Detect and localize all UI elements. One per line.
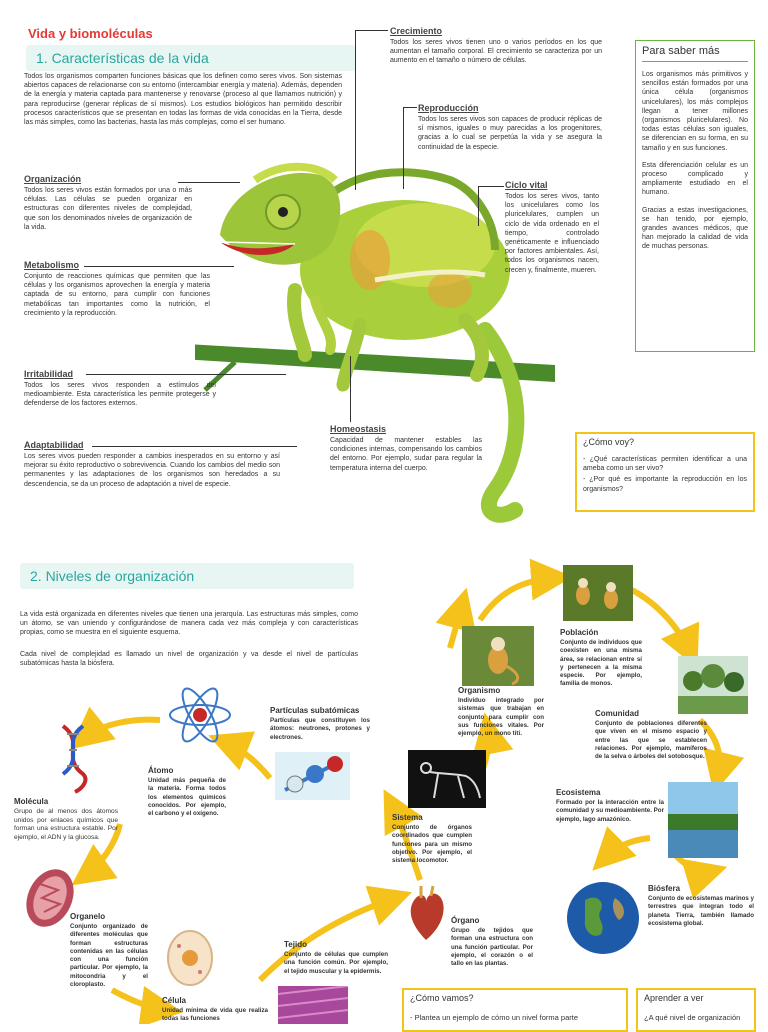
level-organismo-title: Organismo <box>458 686 501 695</box>
para-saber-mas-p3: Gracias a estas investigaciones, se han tenido, por ejemplo, grandes avances médicos, que han mejorado la calidad de vida de muchas personas. <box>642 206 748 251</box>
level-ecosistema-text: Formado por la interacción entre la comunidad y su medioambiente. Por ejemplo, lago amazónico. <box>556 799 664 823</box>
page-title: Vida y biomoléculas <box>28 26 153 41</box>
feature-reproduccion-title: Reproducción <box>418 103 479 113</box>
level-organelo-title: Organelo <box>70 912 106 921</box>
para-saber-mas-box <box>635 40 755 352</box>
level-molecula-text: Grupo de al menos dos átomos unidos por enlaces químicos que forman una estructura estable. Por ejemplo, el ADN y la glucosa. <box>14 808 118 841</box>
feature-adaptabilidad-title: Adaptabilidad <box>24 440 84 450</box>
feature-ciclo-vital-title: Ciclo vital <box>505 180 548 190</box>
monkey-image <box>462 626 534 686</box>
section2-p1: La vida está organizada en diferentes niveles que tienen una jerarquía. Las estructuras más simples, como un átomo, se van uniendo y configurándose de manera cada vez más compleja y con características propias, como se muestra en el siguiente esquema. <box>20 611 358 637</box>
population-image <box>563 565 633 621</box>
feature-reproduccion-text: Todos los seres vivos son capaces de producir réplicas de sí mismos, iguales o muy parecidas a los progenitores, gracias a lo cual se perpetúa la vida y se asegura la continuidad de la especie. <box>418 116 602 151</box>
feature-homeostasis-title: Homeostasis <box>330 424 387 434</box>
como-vamos-title: ¿Cómo vamos? <box>410 993 474 1003</box>
ecosystem-image <box>668 782 738 858</box>
feature-irritabilidad-text: Todos los seres vivos responden a estímulos del medioambiente. Esta característica les permite protegerse y defenderse de los factores externos. <box>24 382 216 408</box>
section2-p2: Cada nivel de complejidad es llamado un nivel de organización y va desde el nivel de partículas subatómicas hasta la biósfera. <box>20 651 358 668</box>
feature-metabolismo-text: Conjunto de reacciones químicas que permiten que las células y los organismos aprovechen la energía y materia captada de su entorno, para cumplir con funciones metabólicas tan importantes como la nutrición, el crecimiento y la reproducción. <box>24 273 210 317</box>
community-image <box>678 656 748 714</box>
section1-title: 1. Características de la vida <box>26 45 356 71</box>
level-particulas-title: Partículas subatómicas <box>270 706 360 715</box>
como-vamos-box <box>402 988 628 1032</box>
para-saber-mas-title: Para saber más <box>642 45 748 62</box>
como-voy-box <box>575 432 755 512</box>
level-celula-text: Unidad mínima de vida que realiza todas las funciones <box>162 1007 268 1023</box>
aprender-a-ver-box <box>636 988 756 1032</box>
section1-intro: Todos los organismos comparten funciones básicas que los definen como seres vivos. Son sistemas abiertos capaces de relacionarse con su entorno (intercambiar energía y materia). Además, dependen de la energía y materia captada para mantenerse y renovarse (proceso al que llamamos nutrición) y para reproducirse (generar réplicas de sí mismos). Los estudios biológicos han permitido describir procesos característicos que se presentan en todas las formas de vida conocidas en la Tierra, desde las más simples, como las bacterias, hasta las más complejas, como el ser humano. <box>24 73 342 127</box>
atom-image <box>165 686 235 744</box>
feature-irritabilidad-title: Irritabilidad <box>24 369 74 379</box>
level-atomo-text: Unidad más pequeña de la materia. Forma todos los elementos químicos conocidos. Por ejemplo, el carbono y el oxígeno. <box>148 777 226 818</box>
level-sistema-title: Sistema <box>392 813 423 822</box>
organelle-image <box>20 864 80 932</box>
feature-crecimiento-title: Crecimiento <box>390 26 443 36</box>
section2-title: 2. Niveles de organización <box>20 563 354 589</box>
level-comunidad-text: Conjunto de poblaciones diferentes que viven en el mismo espacio y entre las que se establecen relaciones. Por ejemplo, mamíferos de la selva o árboles del sotobosque. <box>595 720 707 761</box>
level-molecula-title: Molécula <box>14 797 49 806</box>
tissue-image <box>278 986 348 1024</box>
como-voy-q1: - ¿Qué características permiten identificar a una ameba como un ser vivo? <box>583 456 747 473</box>
skeleton-image <box>408 750 486 808</box>
heart-image <box>405 884 447 944</box>
feature-organizacion-title: Organización <box>24 174 82 184</box>
aprender-a-ver-title: Aprender a ver <box>644 993 704 1003</box>
para-saber-mas-p2: Esta diferenciación celular es un proceso complicado y ampliamente estudiado en el humano. <box>642 161 748 197</box>
feature-crecimiento-text: Todos los seres vivos tienen uno o varios períodos en los que aumentan el tamaño corporal. El crecimiento se caracteriza por un aumento en el tamaño o número de células. <box>390 39 602 65</box>
feature-ciclo-vital-text: Todos los seres vivos, tanto los unicelulares como los pluricelulares, cumplen un ciclo de vida ordenado en el tiempo, controlado genéticamente e influenciado por factores ambientales. Así, todos los organismos nacen, crecen y, finalmente, mueren. <box>505 193 599 274</box>
level-biosfera-text: Conjunto de ecosistemas marinos y terrestres que integran todo el planeta Tierra, también llamado ecosistema global. <box>648 895 754 927</box>
como-vamos-q1: - Plantea un ejemplo de cómo un nivel forma parte <box>410 1013 579 1022</box>
particles-image <box>275 752 350 800</box>
feature-homeostasis-text: Capacidad de mantener estables las condiciones internas, compensando los cambios del entorno. Por ejemplo, sudar para regular la temperatura interna del cuerpo. <box>330 437 482 472</box>
como-voy-title: ¿Cómo voy? <box>583 437 635 447</box>
level-atomo-title: Átomo <box>148 766 174 775</box>
para-saber-mas-p1: Los organismos más primitivos y sencillos están formados por una única célula (organismos unicelulares), los más complejos llegan a tener millones (organismos pluricelulares). No todas estas células son iguales, se diferencian en su forma, en su tamaño y en sus funciones. <box>642 71 748 152</box>
level-particulas-text: Partículas que constituyen los átomos: neutrones, protones y electrones. <box>270 717 370 741</box>
level-organismo-text: Individuo integrado por sistemas que trabajan en conjunto para cumplir con sus funciones vitales. Por ejemplo, un mono titi. <box>458 697 544 738</box>
level-organelo-text: Conjunto organizado de diferentes moléculas que forman estructuras contenidas en las células con una función particular. Por ejemplo, la mitocondria y el cloroplasto. <box>70 923 148 989</box>
level-tejido-text: Conjunto de células que cumplen una función común. Por ejemplo, el tejido muscular y la epidermis. <box>284 951 388 975</box>
level-organo-text: Grupo de tejidos que forman una estructura con una función particular. Por ejemplo, el corazón o el tallo en las plantas. <box>451 927 533 968</box>
feature-metabolismo-title: Metabolismo <box>24 260 80 270</box>
level-sistema-text: Conjunto de órganos coordinados que cumplen funciones para un mismo objetivo. Por ejemplo, el sistema locomotor. <box>392 824 472 865</box>
level-tejido-title: Tejido <box>284 940 307 949</box>
level-poblacion-text: Conjunto de individuos que coexisten en una misma área, se relacionan entre sí y pertenecen a la misma especie. Por ejemplo, familia de monos. <box>560 639 642 688</box>
earth-image <box>565 880 641 956</box>
dna-image <box>55 722 91 794</box>
level-celula-title: Célula <box>162 996 187 1005</box>
level-ecosistema-title: Ecosistema <box>556 788 601 797</box>
cell-image <box>165 928 215 988</box>
level-poblacion-title: Población <box>560 628 599 637</box>
level-comunidad-title: Comunidad <box>595 709 639 718</box>
feature-organizacion-text: Todos los seres vivos están formados por una o más células. Las células se pueden organizar en estructuras con diferentes niveles de complejidad, que son los denominados niveles de organización de la vida. <box>24 187 192 231</box>
aprender-a-ver-q1: ¿A qué nivel de organización <box>644 1013 741 1022</box>
feature-adaptabilidad-text: Los seres vivos pueden responder a cambios inesperados en su entorno y así mejorar su éxito reproductivo o sobrevivencia. Cuando los cambios del medio son permanentes y las adaptaciones de los organismos son heredados a su descendencia, se da un proceso de adaptación a nivel de especie. <box>24 453 280 488</box>
level-biosfera-title: Biósfera <box>648 884 681 893</box>
level-organo-title: Órgano <box>451 916 480 925</box>
como-voy-q2: - ¿Por qué es importante la reproducción en los organismos? <box>583 476 747 493</box>
